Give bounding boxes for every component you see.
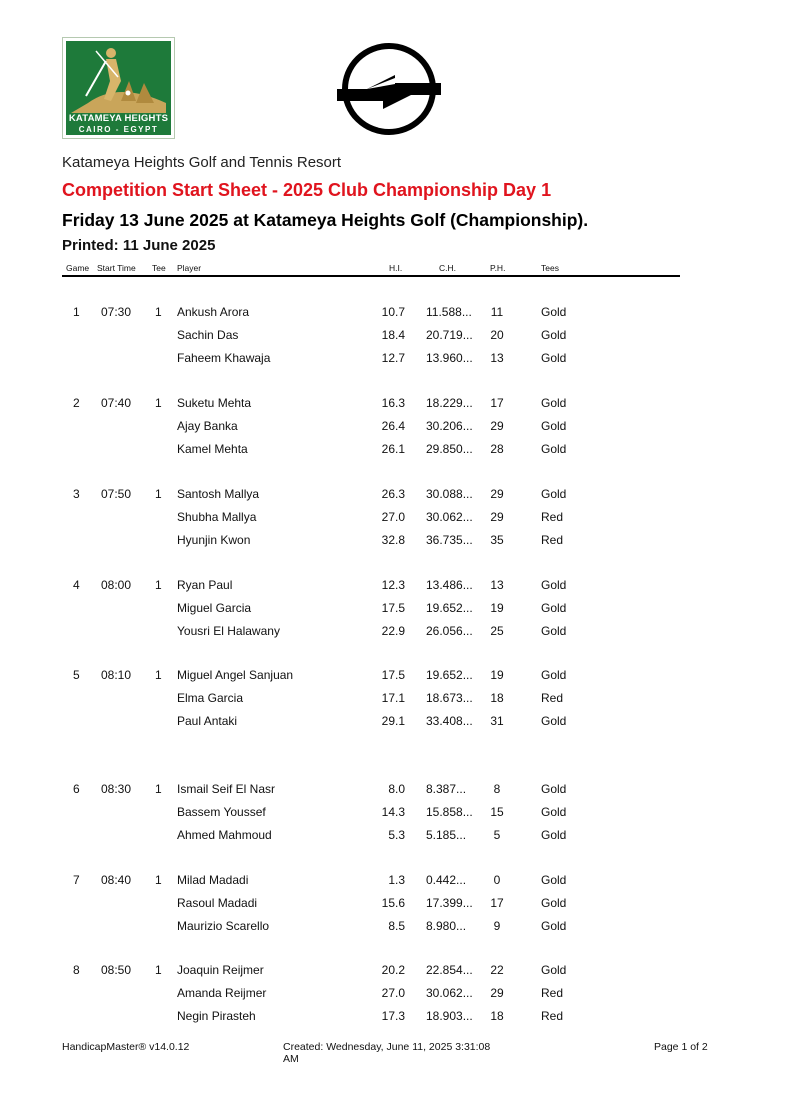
game-number: 2: [73, 396, 80, 410]
tee-color: Gold: [541, 873, 567, 887]
playing-handicap: 35: [490, 532, 504, 547]
playing-handicap: 13: [490, 578, 504, 592]
tee-color: Gold: [541, 827, 567, 842]
course-handicap: 5.185...: [426, 827, 467, 842]
column-header-game: Game: [66, 263, 90, 273]
course-handicap: 8.387...: [426, 782, 467, 796]
game-number: 5: [73, 668, 80, 682]
playing-handicap: 17: [490, 895, 504, 910]
playing-handicap: 31: [490, 713, 504, 728]
column-header-player: Player: [177, 263, 202, 273]
handicap-index: 27.0: [381, 509, 405, 524]
tee-color: Gold: [541, 305, 567, 319]
start-time: 07:40: [101, 396, 132, 410]
column-header-hi: H.I.: [389, 263, 403, 273]
playing-handicap: 20: [490, 327, 504, 342]
handicap-index: 5.3: [388, 827, 405, 842]
logo-text-line1: KATAMEYA HEIGHTS: [68, 113, 169, 124]
handicap-index: 12.7: [381, 350, 405, 365]
player-name: Milad Madadi: [177, 873, 249, 887]
tee-color: Gold: [541, 418, 567, 433]
club-name: Katameya Heights Golf and Tennis Resort: [62, 154, 342, 171]
tee-color: Gold: [541, 895, 567, 910]
playing-handicap: 18: [490, 1008, 504, 1023]
tee-number: 1: [155, 578, 162, 592]
player-name: Kamel Mehta: [177, 441, 248, 456]
handicap-index: 27.0: [381, 985, 405, 1000]
tee-number: 1: [155, 487, 162, 501]
player-name: Faheem Khawaja: [177, 350, 271, 365]
playing-handicap: 9: [493, 918, 501, 933]
player-name: Negin Pirasteh: [177, 1008, 256, 1023]
player-name: Paul Antaki: [177, 713, 238, 728]
handicap-index: 8.5: [388, 918, 405, 933]
player-name: Bassem Youssef: [177, 804, 266, 819]
start-time: 08:30: [101, 782, 132, 796]
playing-handicap: 19: [490, 600, 504, 615]
player-name: Maurizio Scarello: [177, 918, 270, 933]
tee-color: Gold: [541, 350, 567, 365]
tee-color: Gold: [541, 963, 567, 977]
tee-color: Gold: [541, 782, 567, 796]
tee-color: Red: [541, 1008, 564, 1023]
game-number: 8: [73, 963, 80, 977]
course-handicap: 30.062...: [426, 509, 473, 524]
course-handicap: 18.229...: [426, 396, 473, 410]
player-name: Elma Garcia: [177, 690, 244, 705]
player-name: Ankush Arora: [177, 305, 250, 319]
handicap-index: 29.1: [381, 713, 405, 728]
game-number: 6: [73, 782, 80, 796]
course-handicap: 30.206...: [426, 418, 473, 433]
playing-handicap: 25: [490, 623, 504, 638]
course-handicap: 20.719...: [426, 327, 473, 342]
handicap-index: 17.5: [381, 600, 405, 615]
handicap-index: 17.3: [381, 1008, 405, 1023]
playing-handicap: 29: [490, 487, 504, 501]
player-name: Rasoul Madadi: [177, 895, 258, 910]
playing-handicap: 22: [490, 963, 504, 977]
player-name: Miguel Garcia: [177, 600, 252, 615]
course-handicap: 0.442...: [426, 873, 467, 887]
tee-number: 1: [155, 873, 162, 887]
tee-number: 1: [155, 963, 162, 977]
playing-handicap: 29: [490, 985, 504, 1000]
tee-number: 1: [155, 668, 162, 682]
handicap-index: 18.4: [381, 327, 405, 342]
course-handicap: 8.980...: [426, 918, 467, 933]
player-name: Miguel Angel Sanjuan: [177, 668, 294, 682]
club-logo: [62, 37, 175, 139]
course-handicap: 18.903...: [426, 1008, 473, 1023]
course-handicap: 30.062...: [426, 985, 473, 1000]
playing-handicap: 8: [493, 782, 501, 796]
tee-color: Gold: [541, 600, 567, 615]
player-name: Amanda Reijmer: [177, 985, 267, 1000]
playing-handicap: 0: [493, 873, 501, 887]
page-number: Page 1 of 2: [654, 1041, 708, 1053]
software-version: HandicapMaster® v14.0.12: [62, 1041, 190, 1053]
tee-color: Red: [541, 509, 564, 524]
handicap-index: 12.3: [381, 578, 405, 592]
handicap-index: 1.3: [388, 873, 405, 887]
player-name: Ahmed Mahmoud: [177, 827, 272, 842]
course-handicap: 29.850...: [426, 441, 473, 456]
tee-number: 1: [155, 782, 162, 796]
tee-color: Gold: [541, 713, 567, 728]
tee-color: Gold: [541, 668, 567, 682]
playing-handicap: 11: [490, 305, 504, 319]
tee-color: Gold: [541, 396, 567, 410]
handicap-index: 20.2: [381, 963, 405, 977]
course-handicap: 26.056...: [426, 623, 473, 638]
playing-handicap: 5: [493, 827, 501, 842]
logo-text-line2: CAIRO - EGYPT: [78, 125, 159, 134]
player-name: Joaquin Reijmer: [177, 963, 264, 977]
tee-color: Red: [541, 985, 564, 1000]
printed-date: Printed: 11 June 2025: [62, 237, 216, 254]
playing-handicap: 18: [490, 690, 504, 705]
tee-color: Gold: [541, 327, 567, 342]
tee-color: Gold: [541, 918, 567, 933]
player-name: Suketu Mehta: [177, 396, 252, 410]
tee-color: Gold: [541, 487, 567, 501]
handicap-index: 8.0: [388, 782, 405, 796]
tee-color: Red: [541, 532, 564, 547]
playing-handicap: 29: [490, 418, 504, 433]
player-name: Ryan Paul: [177, 578, 233, 592]
created-timestamp-ampm: AM: [283, 1053, 299, 1065]
course-handicap: 36.735...: [426, 532, 473, 547]
column-header-ph: P.H.: [490, 263, 506, 273]
logo-background: [66, 41, 171, 135]
course-handicap: 30.088...: [426, 487, 473, 501]
brand-emblem-icon: [337, 42, 441, 138]
tee-color: Gold: [541, 441, 567, 456]
course-handicap: 17.399...: [426, 895, 473, 910]
golfer-icon: [66, 41, 171, 113]
course-handicap: 18.673...: [426, 690, 473, 705]
handicap-index: 10.7: [381, 305, 405, 319]
column-header-tee: Tee: [152, 263, 166, 273]
player-name: Ajay Banka: [177, 418, 238, 433]
playing-handicap: 28: [490, 441, 504, 456]
start-time: 08:00: [101, 578, 132, 592]
course-handicap: 19.652...: [426, 668, 473, 682]
handicap-index: 26.1: [381, 441, 405, 456]
tee-color: Gold: [541, 804, 567, 819]
start-time: 08:50: [101, 963, 132, 977]
handicap-index: 26.4: [381, 418, 405, 433]
game-number: 1: [73, 305, 80, 319]
player-name: Ismail Seif El Nasr: [177, 782, 276, 796]
game-number: 3: [73, 487, 80, 501]
game-number: 4: [73, 578, 80, 592]
player-name: Sachin Das: [177, 327, 239, 342]
course-handicap: 13.960...: [426, 350, 473, 365]
column-header-start-time: Start Time: [97, 263, 136, 273]
created-timestamp: Created: Wednesday, June 11, 2025 3:31:08: [283, 1041, 491, 1053]
header-divider: [62, 275, 680, 277]
column-header-tees: Tees: [541, 263, 559, 273]
start-time: 07:30: [101, 305, 132, 319]
column-header-ch: C.H.: [439, 263, 456, 273]
start-time: 07:50: [101, 487, 132, 501]
course-handicap: 33.408...: [426, 713, 473, 728]
course-handicap: 11.588...: [426, 305, 472, 319]
course-handicap: 15.858...: [426, 804, 473, 819]
game-number: 7: [73, 873, 80, 887]
handicap-index: 22.9: [381, 623, 405, 638]
tee-color: Red: [541, 690, 564, 705]
playing-handicap: 17: [490, 396, 504, 410]
handicap-index: 16.3: [381, 396, 405, 410]
start-time: 08:10: [101, 668, 132, 682]
playing-handicap: 19: [490, 668, 504, 682]
handicap-index: 32.8: [381, 532, 405, 547]
playing-handicap: 29: [490, 509, 504, 524]
player-name: Shubha Mallya: [177, 509, 257, 524]
course-handicap: 22.854...: [426, 963, 473, 977]
handicap-index: 26.3: [381, 487, 405, 501]
tee-number: 1: [155, 396, 162, 410]
playing-handicap: 15: [490, 804, 504, 819]
start-time: 08:40: [101, 873, 132, 887]
player-name: Hyunjin Kwon: [177, 532, 251, 547]
tee-color: Gold: [541, 578, 567, 592]
playing-handicap: 13: [490, 350, 504, 365]
course-handicap: 19.652...: [426, 600, 473, 615]
competition-title: Competition Start Sheet - 2025 Club Championship Day 1: [62, 180, 552, 200]
handicap-index: 14.3: [381, 804, 405, 819]
handicap-index: 17.5: [381, 668, 405, 682]
player-name: Santosh Mallya: [177, 487, 260, 501]
course-handicap: 13.486...: [426, 578, 473, 592]
handicap-index: 15.6: [381, 895, 405, 910]
player-name: Yousri El Halawany: [177, 623, 280, 638]
competition-date: Friday 13 June 2025 at Katameya Heights Golf (Championship).: [62, 210, 589, 230]
tee-color: Gold: [541, 623, 567, 638]
handicap-index: 17.1: [381, 690, 405, 705]
tee-number: 1: [155, 305, 162, 319]
